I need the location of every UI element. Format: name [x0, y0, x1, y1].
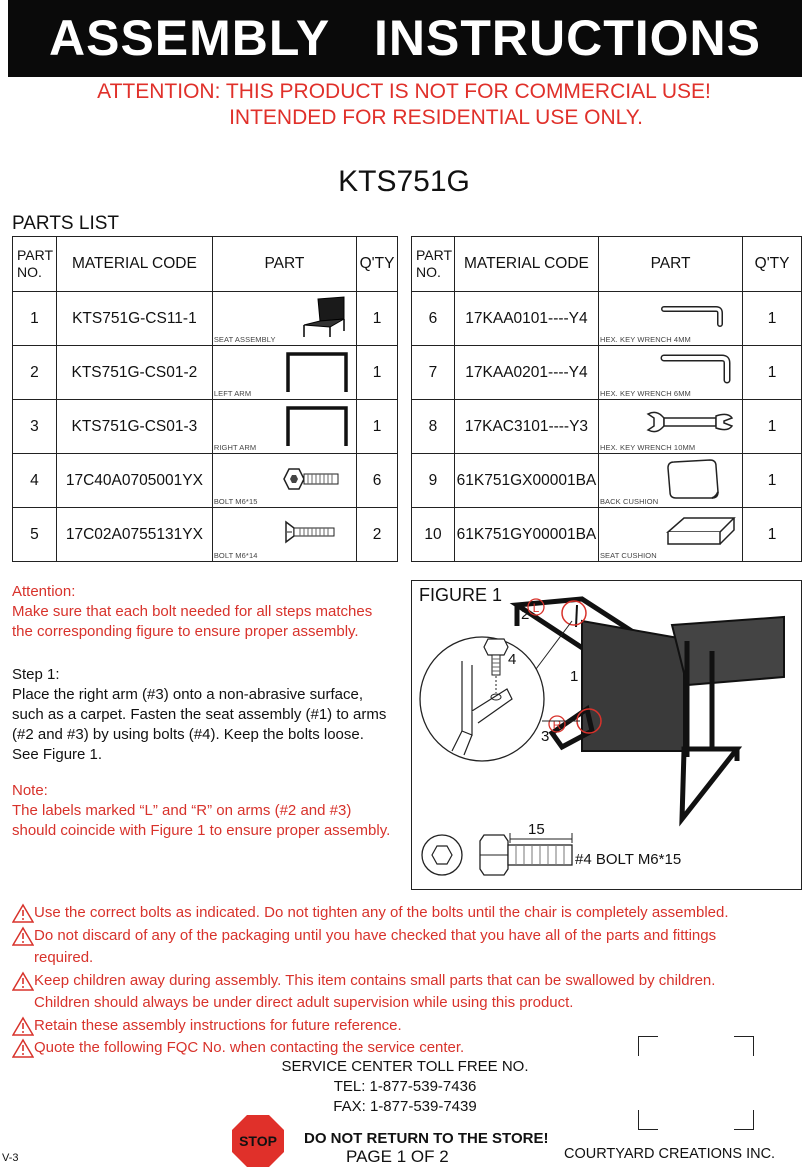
label-4: 4: [508, 651, 517, 668]
quantity: 1: [357, 400, 398, 454]
part-image-cell: [212, 400, 356, 454]
quantity: 1: [357, 292, 398, 346]
l-marker-text: L: [532, 601, 540, 615]
part-caption: SEAT ASSEMBLY: [213, 335, 276, 344]
material-code: 17C40A0705001YX: [56, 454, 212, 508]
part-image-cell: [598, 508, 742, 562]
parts-table-left: [12, 236, 398, 562]
warning-item: [12, 902, 769, 925]
attention-note-title: Attention:: [12, 583, 76, 600]
header-material-code: MATERIAL CODE: [454, 237, 598, 292]
quantity: 1: [743, 400, 802, 454]
header-part-no-1: PART: [17, 247, 54, 263]
note-text: The labels marked “L” and “R” on arms (#2 and #3) should coincide with Figure 1 to ensure proper assembly.: [12, 802, 391, 839]
warning-icon: [12, 971, 34, 991]
part-caption: BOLT M6*15: [213, 497, 258, 506]
part-caption: BACK CUSHION: [599, 497, 659, 506]
warning-text: Do not discard of any of the packaging until you have checked that you have all of the parts and fittings required.: [34, 926, 717, 966]
parts-table-header: [13, 237, 398, 292]
step-text: Place the right arm (#3) onto a non-abrasive surface, such as a carpet. Fasten the seat assembly (#1) to arms (#2 and #3) by using bolts (#4). Keep the bolts loose. See Figure 1.: [12, 686, 387, 763]
quantity: 1: [357, 346, 398, 400]
header-qty: Q'TY: [743, 237, 802, 292]
header-part-no: [412, 237, 455, 292]
part-image-cell: [598, 454, 742, 508]
warning-icon: [12, 1016, 34, 1036]
part-image-cell: [212, 508, 356, 562]
material-code: 17KAA0101----Y4: [454, 292, 598, 346]
part-caption: HEX. KEY WRENCH 6MM: [599, 389, 691, 398]
material-code: KTS751G-CS01-3: [56, 400, 212, 454]
bolt-spec-label: #4 BOLT M6*15: [575, 851, 682, 868]
service-title: SERVICE CENTER TOLL FREE NO.: [281, 1058, 529, 1075]
header-part-no-2: NO.: [416, 264, 441, 280]
material-code: KTS751G-CS11-1: [56, 292, 212, 346]
stop-text: STOP: [239, 1133, 277, 1149]
part-caption: HEX. KEY WRENCH 4MM: [599, 335, 691, 344]
part-image-cell: [598, 346, 742, 400]
quantity: 6: [357, 454, 398, 508]
service-center: [210, 1057, 600, 1117]
chair-frame-illustration: [517, 599, 784, 819]
header-part-no-1: PART: [416, 247, 453, 263]
material-code: 17KAC3101----Y3: [454, 400, 598, 454]
model-number: KTS751G: [338, 165, 470, 198]
bolt-spec-drawing: [422, 833, 572, 875]
part-no: 9: [412, 454, 455, 508]
part-no: 1: [13, 292, 57, 346]
label-2: 2: [521, 606, 530, 623]
part-caption: BOLT M6*14: [213, 551, 258, 560]
part-caption: HEX. KEY WRENCH 10MM: [599, 443, 696, 452]
table-row: [13, 508, 398, 562]
part-caption: LEFT ARM: [213, 389, 252, 398]
label-3: 3: [541, 728, 550, 745]
version-label: V-3: [2, 1152, 19, 1164]
fqc-frame-corner: [734, 1110, 754, 1130]
part-no: 2: [13, 346, 57, 400]
no-return-notice: DO NOT RETURN TO THE STORE!: [304, 1130, 549, 1147]
seat-cushion-icon: [664, 514, 738, 548]
header-part: PART: [598, 237, 742, 292]
material-code: 61K751GY00001BA: [454, 508, 598, 562]
company-name: COURTYARD CREATIONS INC.: [564, 1146, 776, 1162]
parts-table-header: [412, 237, 802, 292]
hex-key-icon: [660, 304, 724, 328]
page-number: PAGE 1 OF 2: [346, 1147, 449, 1166]
hex-key-icon: [660, 352, 732, 384]
part-image-cell: [212, 346, 356, 400]
material-code: 17C02A0755131YX: [56, 508, 212, 562]
note-title: Note:: [12, 782, 48, 799]
labels-note: [12, 781, 392, 841]
part-image-cell: [598, 292, 742, 346]
figure-1: [411, 580, 802, 890]
header-part-no: [13, 237, 57, 292]
warning-text: Keep children away during assembly. This item contains small parts that can be swallowed by children. Children should always be under direct adult supervision while using this product.: [34, 971, 716, 1011]
service-fax: FAX: 1-877-539-7439: [333, 1098, 477, 1115]
part-no: 3: [13, 400, 57, 454]
warning-text: Quote the following FQC No. when contacting the service center.: [34, 1039, 465, 1056]
attention-line-2: INTENDED FOR RESIDENTIAL USE ONLY.: [229, 106, 643, 129]
quantity: 1: [743, 292, 802, 346]
table-row: [412, 454, 802, 508]
table-row: [13, 346, 398, 400]
part-caption: SEAT CUSHION: [599, 551, 657, 560]
hex-bolt-icon: [282, 466, 340, 492]
part-image-cell: [598, 400, 742, 454]
part-no: 4: [13, 454, 57, 508]
part-no: 7: [412, 346, 455, 400]
parts-list-label: PARTS LIST: [12, 213, 119, 234]
material-code: 17KAA0201----Y4: [454, 346, 598, 400]
header-qty: Q'TY: [357, 237, 398, 292]
label-1: 1: [570, 668, 579, 685]
quantity: 2: [357, 508, 398, 562]
service-tel: TEL: 1-877-539-7436: [333, 1078, 477, 1095]
warning-item: [12, 970, 769, 1015]
warning-item: [12, 925, 769, 970]
open-wrench-icon: [644, 408, 734, 436]
attention-note: [12, 582, 397, 642]
warning-text: Retain these assembly instructions for future reference.: [34, 1016, 402, 1034]
part-no: 5: [13, 508, 57, 562]
warning-icon: [12, 926, 34, 946]
figure-title: FIGURE 1: [419, 585, 503, 605]
left-arm-icon: [284, 350, 350, 394]
attention-note-text: Make sure that each bolt needed for all steps matches the corresponding figure to ensure proper assembly.: [12, 603, 373, 640]
part-image-cell: [212, 292, 356, 346]
fqc-frame-corner: [734, 1036, 754, 1056]
step-title: Step 1:: [12, 666, 60, 683]
quantity: 1: [743, 508, 802, 562]
part-caption: RIGHT ARM: [213, 443, 257, 452]
fqc-frame-corner: [638, 1110, 658, 1130]
bolt-location-l: [562, 601, 586, 625]
seat-assembly-icon: [298, 295, 348, 339]
table-row: [412, 292, 802, 346]
assembly-diagram: [412, 581, 803, 891]
table-row: [13, 292, 398, 346]
part-image-cell: [212, 454, 356, 508]
page-header: ASSEMBLY INSTRUCTIONS: [8, 0, 802, 77]
part-no: 8: [412, 400, 455, 454]
attention-line-1: ATTENTION: THIS PRODUCT IS NOT FOR COMMERCIAL USE!: [97, 80, 711, 103]
flat-bolt-icon: [284, 520, 336, 544]
warning-item: [12, 1015, 769, 1038]
stop-sign-icon: [230, 1113, 286, 1167]
warning-text: Use the correct bolts as indicated. Do not tighten any of the bolts until the chair is completely assembled.: [34, 904, 729, 921]
warning-icon: [12, 903, 34, 923]
table-row: [412, 346, 802, 400]
table-row: [412, 508, 802, 562]
right-arm-icon: [284, 404, 350, 448]
parts-table-right: [411, 236, 802, 562]
material-code: KTS751G-CS01-2: [56, 346, 212, 400]
dim-label: 15: [528, 821, 545, 838]
table-row: [412, 400, 802, 454]
fqc-frame-corner: [638, 1036, 658, 1056]
r-marker-text: R: [552, 718, 562, 732]
quantity: 1: [743, 454, 802, 508]
back-cushion-icon: [666, 458, 720, 500]
header-material-code: MATERIAL CODE: [56, 237, 212, 292]
table-row: [13, 400, 398, 454]
header-part-no-2: NO.: [17, 264, 42, 280]
quantity: 1: [743, 346, 802, 400]
table-row: [13, 454, 398, 508]
part-no: 6: [412, 292, 455, 346]
part-no: 10: [412, 508, 455, 562]
step-1: [12, 665, 392, 765]
warning-icon: [12, 1038, 34, 1058]
header-part: PART: [212, 237, 356, 292]
material-code: 61K751GX00001BA: [454, 454, 598, 508]
